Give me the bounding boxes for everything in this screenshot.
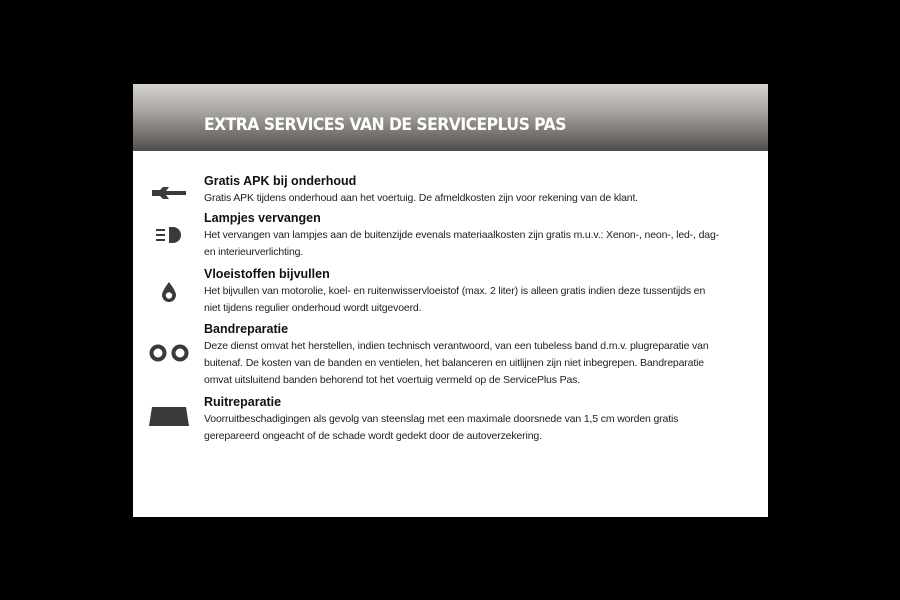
- service-title: Ruitreparatie: [204, 395, 282, 409]
- service-title: Vloeistoffen bijvullen: [204, 267, 330, 281]
- header-banner: [133, 84, 768, 151]
- service-description: Het vervangen van lampjes aan de buitenzijde evenals materiaalkosten zijn gratis m.u.v.: Xenon-, neon-, led-, dag- en interieurverlichting.: [204, 229, 720, 258]
- fluid-drop-icon: [147, 277, 191, 307]
- tires-icon: [147, 338, 191, 368]
- windshield-icon: [147, 401, 191, 431]
- service-title: Gratis APK bij onderhoud: [204, 174, 357, 188]
- service-description: Het bijvullen van motorolie, koel- en ruitenwisservloeistof (max. 2 liter) is alleen gratis indien deze tussentijds en niet tijdens regulier onderhoud wordt uitgevoerd.: [204, 285, 706, 314]
- service-title: Bandreparatie: [204, 322, 289, 336]
- headlight-icon: [147, 220, 191, 250]
- service-description: Deze dienst omvat het herstellen, indien technisch verantwoord, van een tubeless band d.m.v. plugreparatie van buitenaf. De kosten van de banden en ventielen, het balanceren en uitlijnen zijn niet inbegrepen. Bandreparatie omvat uitsluitend banden behorend tot het voertuig vermeld op de ServicePlus Pas.: [204, 340, 709, 386]
- page-title: EXTRA SERVICES VAN DE SERVICEPLUS PAS: [204, 115, 566, 135]
- service-description: Voorruitbeschadigingen als gevolg van steenslag met een maximale doorsnede van 1,5 cm worden gratis gerepareerd ongeacht of de schade wordt gedekt door de autoverzekering.: [204, 413, 679, 442]
- service-title: Lampjes vervangen: [204, 211, 321, 225]
- service-card: [133, 84, 768, 517]
- service-description: Gratis APK tijdens onderhoud aan het voertuig. De afmeldkosten zijn voor rekening van de klant.: [204, 192, 639, 204]
- wrench-icon: [147, 178, 191, 208]
